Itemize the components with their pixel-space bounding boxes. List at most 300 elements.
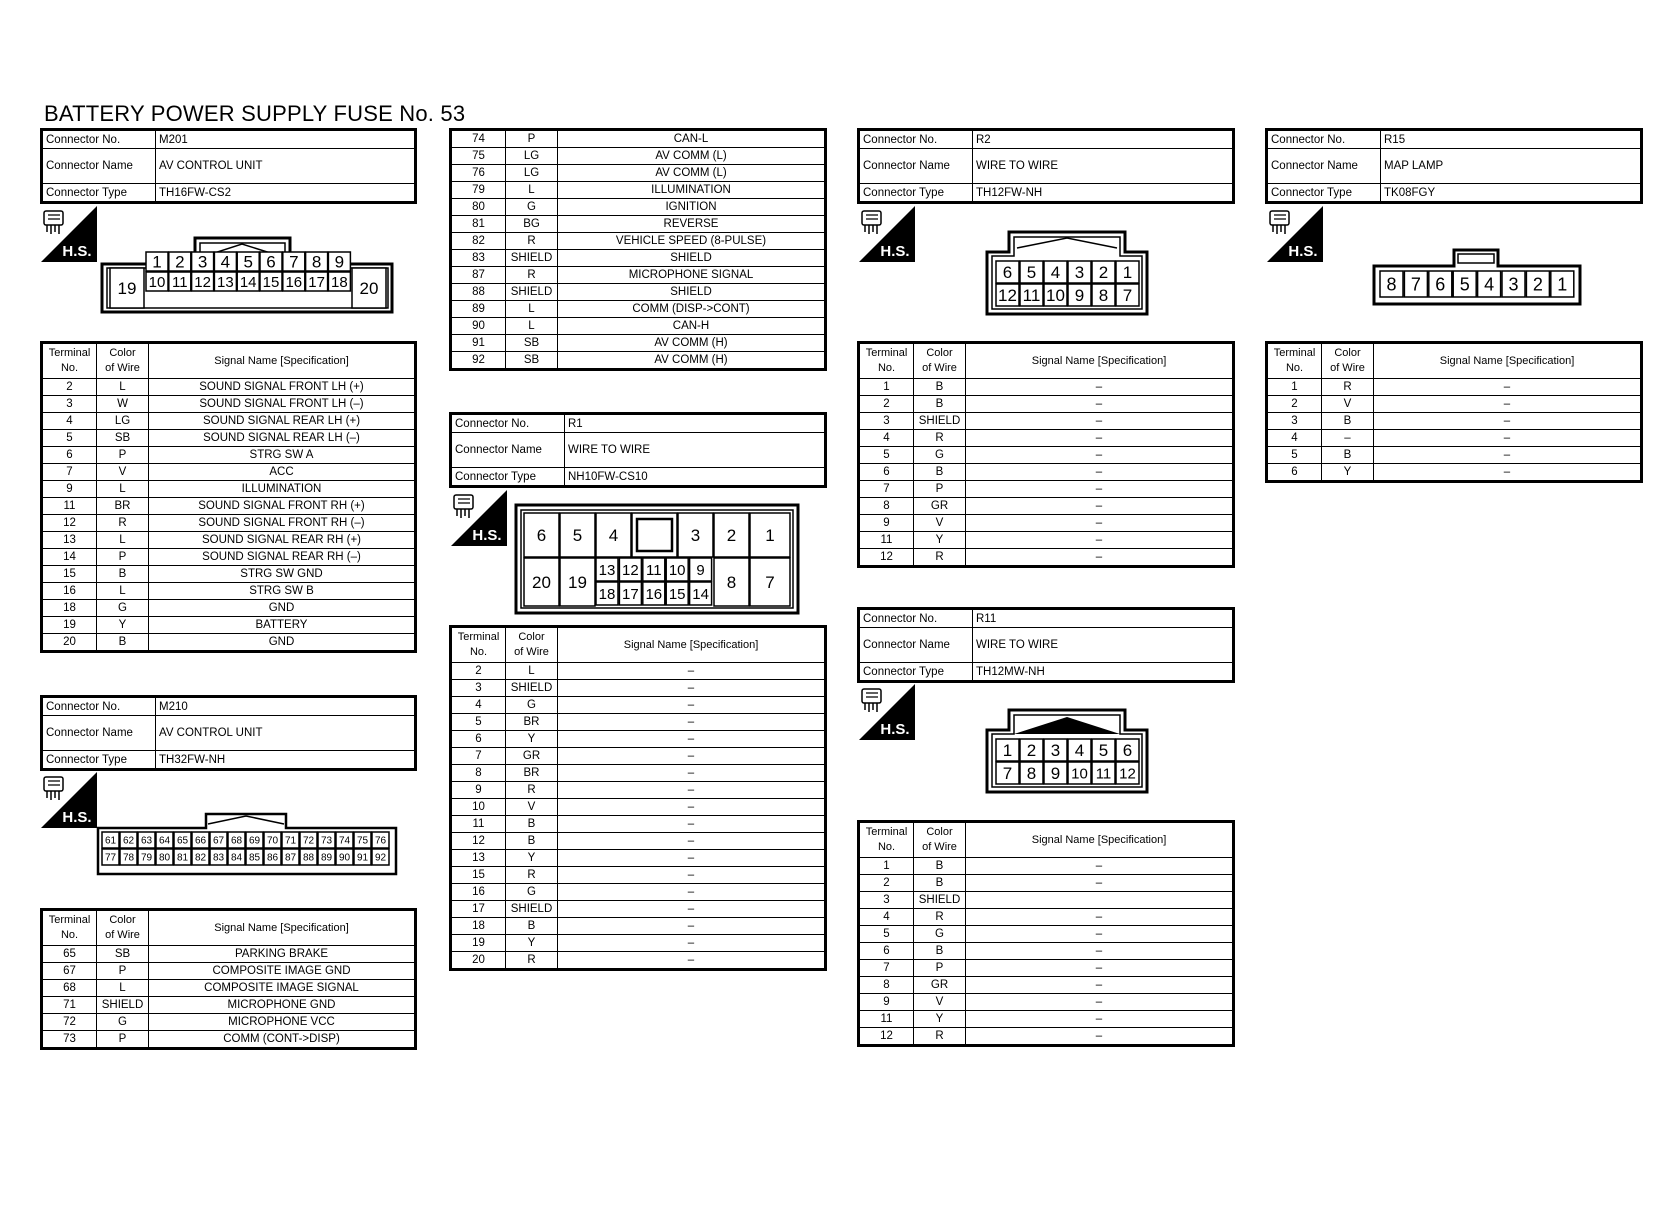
terminal-pin-label: 89 (320, 852, 333, 864)
wire-color: B (506, 816, 558, 833)
r1-connector-no: R1 (565, 414, 826, 433)
signal-name: – (558, 867, 826, 884)
terminal-no: 15 (42, 566, 97, 583)
table-row (859, 549, 1234, 567)
terminal-pin-label: 69 (248, 835, 261, 847)
signal-name: GND (149, 600, 416, 617)
wire-color: L (97, 532, 149, 549)
signal-name: – (558, 731, 826, 748)
table-row (1267, 430, 1642, 447)
signal-name: SHIELD (558, 250, 826, 267)
terminal-pin-label: 17 (622, 585, 639, 603)
hs-label: H.S. (62, 243, 92, 260)
terminal-no: 11 (451, 816, 506, 833)
hs-badge-r1 (451, 490, 507, 546)
terminal-pin-label: 6 (1002, 263, 1013, 283)
terminal-pin-label: 84 (230, 852, 243, 864)
m210-connector-type: TH32FW-NH (156, 751, 416, 770)
terminal-pin-label: 81 (176, 852, 189, 864)
signal-name: – (966, 549, 1234, 567)
table-row (42, 1014, 416, 1031)
table-row (451, 267, 826, 284)
table-row (42, 481, 416, 498)
connector-name-label: Connector Name (1267, 149, 1381, 184)
hs-label: H.S. (472, 527, 502, 544)
terminal-pin-label: 9 (696, 561, 705, 579)
terminal-no: 6 (859, 943, 914, 960)
signal-name: GND (149, 634, 416, 652)
terminal-no: 11 (859, 532, 914, 549)
wire-color: R (506, 867, 558, 884)
wire-lines-icon (865, 225, 877, 234)
signal-name: – (558, 680, 826, 697)
terminal-no-header: Terminal No. (859, 343, 914, 379)
terminal-pin-label: 2 (1532, 274, 1543, 295)
hs-badge-m210 (41, 772, 97, 828)
terminal-no: 6 (859, 464, 914, 481)
terminal-pin-label: 11 (172, 273, 188, 291)
color-of-wire-header: Color of Wire (97, 910, 149, 946)
signal-name: – (1374, 447, 1642, 464)
signal-name: – (558, 816, 826, 833)
wire-color: L (506, 318, 558, 335)
wire-color: G (506, 697, 558, 714)
wire-color: SB (97, 430, 149, 447)
terminal-no: 13 (451, 850, 506, 867)
r1-connector-type: NH10FW-CS10 (565, 468, 826, 487)
signal-name: – (966, 430, 1234, 447)
table-row (451, 697, 826, 714)
wire-color: R (506, 267, 558, 284)
signal-name: – (966, 926, 1234, 943)
terminal-pin-label: 18 (598, 585, 616, 603)
terminal-no: 9 (859, 994, 914, 1011)
terminal-pin-label: 7 (289, 252, 299, 272)
terminal-pin-label: 76 (374, 835, 387, 847)
wire-color: P (97, 963, 149, 980)
terminal-no: 1 (859, 858, 914, 875)
color-of-wire-header: Color of Wire (506, 627, 558, 663)
wire-color: B (914, 464, 966, 481)
table-row (859, 926, 1234, 943)
terminal-pin-label: 73 (320, 835, 333, 847)
signal-name: – (966, 909, 1234, 926)
wire-color: SHIELD (914, 892, 966, 909)
terminal-pin-label: 4 (1050, 263, 1061, 283)
m201-info-table (40, 128, 417, 204)
terminal-pin-label: 4 (1074, 741, 1085, 761)
wire-color: R (914, 909, 966, 926)
terminal-no: 5 (1267, 447, 1322, 464)
signal-name: MICROPHONE VCC (149, 1014, 416, 1031)
signal-name: – (558, 697, 826, 714)
wire-color: V (914, 994, 966, 1011)
terminal-pin-label: 4 (1484, 274, 1495, 295)
table-row (1267, 464, 1642, 482)
signal-name-header: Signal Name [Specification] (1374, 343, 1642, 379)
table-row (451, 318, 826, 335)
table-row (859, 413, 1234, 430)
terminal-pin-label: 3 (197, 252, 208, 272)
connector-no-label: Connector No. (859, 609, 973, 628)
terminal-pin-label: 5 (1459, 274, 1470, 295)
connector-type-label: Connector Type (42, 751, 156, 770)
wire-color: SHIELD (97, 997, 149, 1014)
table-row (859, 464, 1234, 481)
wire-color: BR (506, 765, 558, 782)
terminal-pin-label: 62 (122, 835, 135, 847)
signal-name: – (966, 960, 1234, 977)
terminal-no: 7 (859, 960, 914, 977)
terminal-pin-label: 7 (1122, 286, 1133, 306)
table-row (42, 430, 416, 447)
signal-name: – (558, 748, 826, 765)
signal-name: – (1374, 379, 1642, 396)
terminal-no: 11 (859, 1011, 914, 1028)
signal-name: – (1374, 396, 1642, 413)
terminal-no: 18 (451, 918, 506, 935)
terminal-no: 12 (859, 549, 914, 567)
table-row (1267, 396, 1642, 413)
signal-name: PARKING BRAKE (149, 946, 416, 963)
signal-name: STRG SW A (149, 447, 416, 464)
terminal-no: 3 (451, 680, 506, 697)
wire-color: B (914, 875, 966, 892)
terminal-pin-label: 20 (532, 573, 551, 593)
r15-connector-no: R15 (1381, 130, 1642, 149)
table-row (859, 1011, 1234, 1028)
wire-color: L (506, 182, 558, 199)
signal-name: ILLUMINATION (149, 481, 416, 498)
terminal-no: 17 (451, 901, 506, 918)
signal-name: SOUND SIGNAL REAR RH (+) (149, 532, 416, 549)
m210-terminal-table (40, 908, 417, 1050)
table-row (451, 301, 826, 318)
terminal-pin-label: 72 (302, 835, 315, 847)
signal-name: – (1374, 464, 1642, 482)
table-row (859, 977, 1234, 994)
harness-side-icon (862, 689, 881, 703)
terminal-pin-label: 3 (690, 526, 701, 546)
signal-name-header: Signal Name [Specification] (558, 627, 826, 663)
table-row (859, 498, 1234, 515)
r11-connector-name: WIRE TO WIRE (973, 628, 1234, 663)
terminal-no: 1 (1267, 379, 1322, 396)
terminal-pin-label: 13 (217, 273, 234, 291)
wire-color: V (914, 515, 966, 532)
signal-name: – (558, 935, 826, 952)
wire-color: SHIELD (506, 680, 558, 697)
terminal-pin-label: 80 (158, 852, 171, 864)
terminal-no: 90 (451, 318, 506, 335)
table-row (859, 994, 1234, 1011)
signal-name: STRG SW B (149, 583, 416, 600)
connector-no-label: Connector No. (859, 130, 973, 149)
terminal-pin-label: 4 (608, 526, 619, 546)
terminal-pin-label: 92 (374, 852, 387, 864)
signal-name: COMPOSITE IMAGE SIGNAL (149, 980, 416, 997)
connector-name-label: Connector Name (451, 433, 565, 468)
terminal-pin-label: 8 (311, 252, 322, 272)
r15-terminal-table (1265, 341, 1643, 483)
wire-color: R (506, 782, 558, 799)
terminal-no: 5 (859, 926, 914, 943)
table-row (1267, 413, 1642, 430)
signal-name: SOUND SIGNAL REAR RH (–) (149, 549, 416, 566)
table-row (859, 430, 1234, 447)
hs-badge-r15 (1267, 206, 1323, 262)
table-row (1267, 447, 1642, 464)
terminal-no: 11 (42, 498, 97, 515)
table-row (451, 714, 826, 731)
terminal-no-header: Terminal No. (1267, 343, 1322, 379)
m201-connector-type: TH16FW-CS2 (156, 184, 416, 203)
terminal-pin-label: 3 (1050, 741, 1061, 761)
terminal-no: 5 (859, 447, 914, 464)
signal-name: – (558, 884, 826, 901)
wire-color: L (97, 481, 149, 498)
m210-info-table (40, 695, 417, 771)
wire-color: B (506, 918, 558, 935)
terminal-pin-label: 71 (284, 835, 297, 847)
wire-color: LG (506, 165, 558, 182)
table-row (42, 396, 416, 413)
terminal-pin-label: 68 (230, 835, 243, 847)
terminal-no: 7 (859, 481, 914, 498)
wire-color: Y (506, 850, 558, 867)
terminal-pin-label: 75 (356, 835, 369, 847)
harness-side-icon (44, 777, 63, 791)
terminal-no: 79 (451, 182, 506, 199)
terminal-pin-label: 17 (308, 273, 325, 291)
wire-color: SHIELD (506, 250, 558, 267)
table-row (859, 447, 1234, 464)
terminal-no: 91 (451, 335, 506, 352)
terminal-no: 3 (859, 892, 914, 909)
table-row (42, 549, 416, 566)
terminal-no: 10 (451, 799, 506, 816)
wire-color: B (97, 566, 149, 583)
page-title: BATTERY POWER SUPPLY FUSE No. 53 (44, 101, 466, 126)
wire-color: V (506, 799, 558, 816)
terminal-pin-label: 11 (1095, 765, 1112, 783)
signal-name: – (1374, 430, 1642, 447)
r11-connector-no: R11 (973, 609, 1234, 628)
terminal-no: 12 (451, 833, 506, 850)
wire-color: SB (506, 335, 558, 352)
terminal-pin-label: 74 (338, 835, 351, 847)
signal-name: REVERSE (558, 216, 826, 233)
wire-color: R (97, 515, 149, 532)
signal-name: COMM (CONT->DISP) (149, 1031, 416, 1049)
harness-side-icon (44, 211, 63, 225)
hs-badge-m201 (41, 206, 97, 262)
wire-color: GR (914, 498, 966, 515)
terminal-pin-label: 90 (338, 852, 351, 864)
connector-no-label: Connector No. (42, 697, 156, 716)
signal-name: SOUND SIGNAL FRONT RH (–) (149, 515, 416, 532)
terminal-pin-label: 82 (194, 852, 207, 864)
terminal-no: 76 (451, 165, 506, 182)
table-row (859, 960, 1234, 977)
terminal-no: 82 (451, 233, 506, 250)
m210-connector-diagram (96, 812, 400, 878)
terminal-no: 6 (42, 447, 97, 464)
wire-color: Y (506, 935, 558, 952)
table-row (859, 943, 1234, 960)
table-row (42, 532, 416, 549)
signal-name: CAN-L (558, 130, 826, 148)
terminal-pin-label: 91 (356, 852, 369, 864)
terminal-pin-label: 3 (1074, 263, 1085, 283)
signal-name: – (1374, 413, 1642, 430)
wire-color: R (506, 952, 558, 970)
table-row (42, 600, 416, 617)
signal-name: IGNITION (558, 199, 826, 216)
terminal-pin-label: 64 (158, 835, 171, 847)
color-of-wire-header: Color of Wire (1322, 343, 1374, 379)
wire-color: P (506, 130, 558, 148)
signal-name: SOUND SIGNAL REAR LH (–) (149, 430, 416, 447)
wire-color: R (914, 1028, 966, 1046)
signal-name: – (966, 515, 1234, 532)
wire-lines-icon (457, 509, 469, 518)
terminal-no: 5 (42, 430, 97, 447)
terminal-pin-label: 85 (248, 852, 261, 864)
terminal-no: 19 (451, 935, 506, 952)
signal-name: ILLUMINATION (558, 182, 826, 199)
terminal-pin-label: 79 (140, 852, 153, 864)
wire-color: P (97, 549, 149, 566)
table-row (451, 165, 826, 182)
signal-name: – (558, 714, 826, 731)
terminal-no: 20 (451, 952, 506, 970)
table-row (451, 216, 826, 233)
wire-color: P (97, 447, 149, 464)
wire-color: – (1322, 430, 1374, 447)
terminal-no: 2 (42, 379, 97, 396)
terminal-no-header: Terminal No. (859, 822, 914, 858)
wire-color: G (97, 1014, 149, 1031)
signal-name: SHIELD (558, 284, 826, 301)
terminal-no: 6 (451, 731, 506, 748)
connector-no-label: Connector No. (42, 130, 156, 149)
table-row (451, 799, 826, 816)
signal-name-header: Signal Name [Specification] (966, 343, 1234, 379)
terminal-no: 12 (42, 515, 97, 532)
wire-color: P (914, 960, 966, 977)
terminal-pin-label: 6 (266, 252, 276, 272)
terminal-no: 3 (1267, 413, 1322, 430)
terminal-pin-label: 87 (284, 852, 297, 864)
wire-color: G (506, 199, 558, 216)
terminal-pin-label: 10 (1046, 286, 1065, 306)
r15-connector-type: TK08FGY (1381, 184, 1642, 203)
signal-name: AV COMM (L) (558, 165, 826, 182)
terminal-pin-label: 6 (1435, 274, 1446, 295)
wire-color: B (1322, 413, 1374, 430)
wire-lines-icon (865, 703, 877, 712)
signal-name: – (558, 765, 826, 782)
r2-connector-type: TH12FW-NH (973, 184, 1234, 203)
wire-color: V (1322, 396, 1374, 413)
terminal-pin-label: 18 (331, 273, 348, 291)
wire-color: R (914, 549, 966, 567)
terminal-pin-label: 9 (1074, 286, 1085, 306)
signal-name: – (558, 782, 826, 799)
terminal-pin-label: 9 (1050, 764, 1061, 784)
wire-color: Y (506, 731, 558, 748)
connector-no-label: Connector No. (1267, 130, 1381, 149)
table-row (451, 765, 826, 782)
signal-name: – (966, 1011, 1234, 1028)
wire-color: L (506, 301, 558, 318)
hs-label: H.S. (880, 243, 910, 260)
table-row (859, 892, 1234, 909)
connector-type-label: Connector Type (1267, 184, 1381, 203)
terminal-pin-label: 13 (598, 561, 616, 579)
wire-color: BR (506, 714, 558, 731)
table-row (451, 901, 826, 918)
table-row (451, 352, 826, 370)
signal-name: – (966, 1028, 1234, 1046)
signal-name: – (558, 901, 826, 918)
terminal-pin-label: 7 (1002, 764, 1013, 784)
r1-info-table (449, 412, 827, 488)
r2-info-table (857, 128, 1235, 204)
terminal-pin-label: 8 (1098, 286, 1109, 306)
terminal-no-header: Terminal No. (451, 627, 506, 663)
table-row (451, 663, 826, 680)
terminal-pin-label: 5 (1026, 263, 1037, 283)
wire-color: B (914, 379, 966, 396)
table-row (42, 566, 416, 583)
terminal-pin-label: 12 (622, 561, 639, 579)
table-row (451, 884, 826, 901)
signal-name: AV COMM (H) (558, 335, 826, 352)
terminal-no: 65 (42, 946, 97, 963)
connector-type-label: Connector Type (859, 663, 973, 682)
terminal-pin-label: 1 (765, 526, 775, 546)
signal-name: – (966, 464, 1234, 481)
terminal-no: 88 (451, 284, 506, 301)
signal-name: COMM (DISP->CONT) (558, 301, 826, 318)
table-row (42, 617, 416, 634)
terminal-no-header: Terminal No. (42, 910, 97, 946)
table-row (1267, 379, 1642, 396)
wire-color: G (97, 600, 149, 617)
wire-color: B (914, 943, 966, 960)
terminal-pin-label: 12 (1119, 765, 1136, 783)
signal-name: COMPOSITE IMAGE GND (149, 963, 416, 980)
terminal-no: 3 (42, 396, 97, 413)
wire-color: B (1322, 447, 1374, 464)
terminal-no: 16 (451, 884, 506, 901)
r11-info-table (857, 607, 1235, 683)
terminal-no: 16 (42, 583, 97, 600)
terminal-pin-label: 11 (646, 561, 662, 579)
terminal-pin-label: 16 (645, 585, 663, 603)
table-row (451, 199, 826, 216)
terminal-no: 3 (859, 413, 914, 430)
wire-color: B (914, 858, 966, 875)
terminal-pin-label: 10 (1071, 765, 1088, 783)
r2-connector-diagram (985, 230, 1149, 316)
signal-name: – (558, 850, 826, 867)
signal-name: – (558, 833, 826, 850)
signal-name: STRG SW GND (149, 566, 416, 583)
terminal-pin-label: 78 (122, 852, 135, 864)
